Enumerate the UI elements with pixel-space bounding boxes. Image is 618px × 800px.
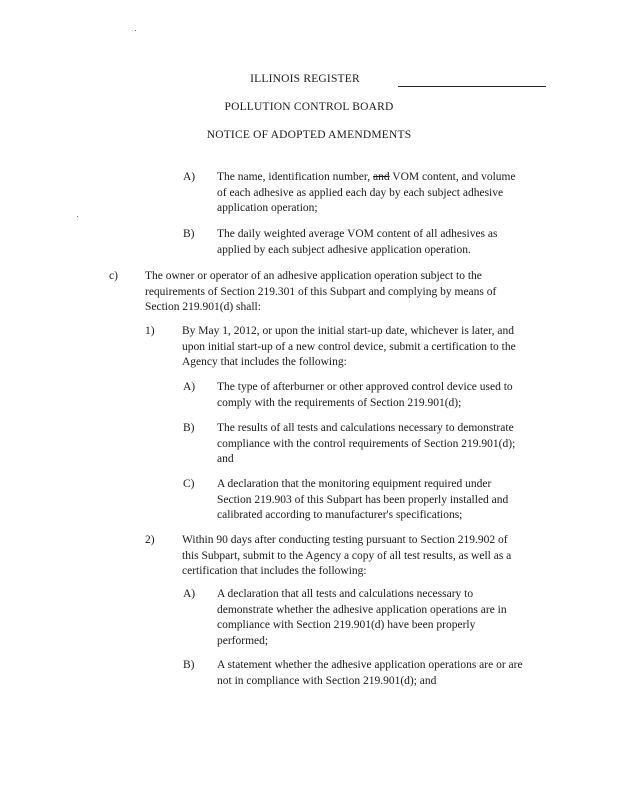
paragraph-2b-compliance-statement [217,658,547,689]
paragraph-c-owner-operator [145,269,525,316]
paragraph-line: and [217,453,234,465]
item-marker: A) [183,381,196,393]
register-title: ILLINOIS REGISTER [250,73,360,85]
paragraph-1c-monitoring [217,477,537,524]
paragraph-line [217,170,547,186]
paragraph-line: A declaration that the monitoring equipment required under [217,478,492,490]
board-title: POLLUTION CONTROL BOARD [224,101,394,113]
paragraph-2-testing [182,533,542,580]
paragraph-line: not in compliance with Section 219.901(d); and [217,674,437,687]
paragraph-line: applied by each subject adhesive application operation. [217,243,471,256]
paragraph-line: Within 90 days after conducting testing pursuant to Section 219.902 of [182,534,508,546]
scan-speck [77,216,78,217]
paragraph-line: of each adhesive as applied each day by each subject adhesive [217,186,504,199]
struck-text: and [373,171,390,183]
item-marker: A) [183,588,196,600]
item-marker: C) [183,478,195,490]
paragraph-line: The daily weighted average VOM content of all adhesives as [217,228,498,240]
paragraph-1b-test-results [217,421,537,468]
paragraph-line: compliance with the control requirements of Section 219.901(d); [217,437,516,450]
item-marker: 2) [145,534,155,546]
item-marker: B) [183,659,195,671]
paragraph-1a-control-device [217,380,537,411]
paragraph-line: demonstrate whether the adhesive application operations are in [217,603,507,616]
item-marker: 1) [145,325,155,337]
item-marker: c) [109,270,118,282]
paragraph-line: A statement whether the adhesive application operations are or are [217,659,523,671]
paragraph-line: requirements of Section 219.301 of this Subpart and complying by means of [145,285,497,298]
paragraph-line: upon initial start-up of a new control device, submit a certification to the [182,340,516,353]
paragraph-line: Section 219.903 of this Subpart has been properly installed and [217,493,509,506]
paragraph-line: compliance with Section 219.901(d) have been properly [217,619,476,631]
paragraph-line: The type of afterburner or other approved control device used to [217,381,513,393]
paragraph-2a-declaration [217,587,537,649]
paragraph-line: By May 1, 2012, or upon the initial start-up date, whichever is later, and [182,325,515,337]
scan-speck [135,30,136,31]
line-text: The name, identification number, [217,171,374,183]
paragraph-line: Agency that includes the following: [182,356,347,368]
paragraph-line: The owner or operator of an adhesive application operation subject to the [145,270,482,282]
item-marker: A) [183,171,196,183]
notice-title: NOTICE OF ADOPTED AMENDMENTS [206,129,412,141]
paragraph-line: certification that includes the following: [182,565,367,577]
paragraph-line: application operation; [217,202,318,214]
paragraph-line: A declaration that all tests and calculations necessary to [217,588,474,600]
line-text: VOM content, and volume [389,171,516,183]
header-rule [398,86,546,87]
item-marker: B) [183,228,195,240]
paragraph-a-name-id [217,170,547,217]
paragraph-line: comply with the requirements of Section 219.901(d); [217,396,462,409]
paragraph-1-certification [182,324,542,371]
paragraph-line: calibrated according to manufacturer's specifications; [217,509,463,521]
paragraph-b-daily-average [217,227,547,258]
paragraph-line: performed; [217,634,269,647]
item-marker: B) [183,422,195,434]
paragraph-line: Section 219.901(d) shall: [145,301,261,313]
paragraph-line: this Subpart, submit to the Agency a copy of all test results, as well as a [182,549,512,562]
paragraph-line: The results of all tests and calculations necessary to demonstrate [217,422,514,434]
